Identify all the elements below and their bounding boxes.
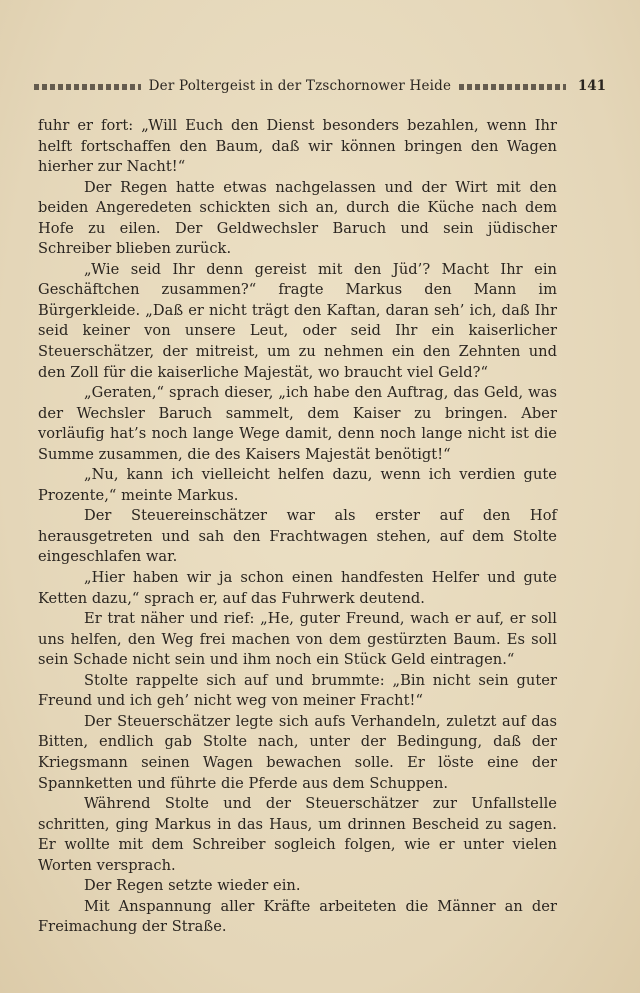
- paragraph: „Geraten,“ sprach dieser, „ich habe den Auftrag, das Geld, was der Wechsler Baruch sammelt, dem Kaiser zu bringen. Aber vorläufig hat’s noch lange Wege damit, denn noch lange nicht ist die Summe zusammen, die des Kaisers Majestät benötigt!“: [38, 384, 557, 463]
- body-text: [38, 116, 557, 938]
- paragraph: Der Regen setzte wieder ein.: [84, 877, 301, 895]
- paragraph: fuhr er fort: „Will Euch den Dienst besonders bezahlen, wenn Ihr helft fortschaffen den Baum, daß wir können bringen den Wagen hierher zur Nacht!“: [38, 117, 557, 176]
- running-head: [34, 78, 606, 94]
- paragraph: Mit Anspannung aller Kräfte arbeiteten die Männer an der Freimachung der Straße.: [38, 897, 557, 936]
- paragraph: Der Steuereinschätzer war als erster auf den Hof herausgetreten und sah den Frachtwagen stehen, auf dem Stolte eingeschlafen war.: [38, 507, 557, 566]
- paragraph: „Nu, kann ich vielleicht helfen dazu, wenn ich verdien gute Prozente,“ meinte Markus.: [38, 466, 557, 504]
- paragraph: „Wie seid Ihr denn gereist mit den Jüd’? Macht Ihr ein Geschäftchen zusammen?“ fragte Markus den Mann im Bürgerkleide. „Daß er nicht trägt den Kaftan, daran seh’ ich, daß Ihr seid keiner von unsere Leut, oder seid Ihr ein kaiserlicher Steuerschätzer, der mitreist, um zu nehmen ein den Zehnten und den Zoll für die kaiserliche Majestät, wo braucht viel Geld?“: [38, 260, 557, 381]
- paragraph: Er trat näher und rief: „He, guter Freund, wach er auf, er soll uns helfen, den Weg frei machen von dem gestürzten Baum. Es soll sein Schade nicht sein und ihm noch ein Stück Geld eintragen.“: [38, 610, 557, 669]
- paragraph: „Hier haben wir ja schon einen handfesten Helfer und gute Ketten dazu,“ sprach er, auf das Fuhrwerk deutend.: [38, 569, 557, 607]
- left-ornament: [34, 84, 141, 90]
- page-number: 141: [577, 78, 606, 94]
- paragraph: Der Steuerschätzer legte sich aufs Verhandeln, zuletzt auf das Bitten, endlich gab Stolte nach, unter der Bedingung, daß der Kriegsmann seinen Wagen bewachen solle. Er löste eine der Spannketten und führte die Pferde aus dem Schuppen.: [38, 712, 557, 792]
- right-ornament: [459, 84, 566, 90]
- paragraph: Stolte rappelte sich auf und brummte: „Bin nicht sein guter Freund und ich geh’ nicht weg von meiner Fracht!“: [38, 671, 557, 710]
- paragraph: Während Stolte und der Steuerschätzer zur Unfallstelle schritten, ging Markus in das Haus, um drinnen Bescheid zu sagen. Er wollte mit dem Schreiber sogleich folgen, wie er unter vielen Worten versprach.: [38, 795, 557, 874]
- running-head-title: Der Poltergeist in der Tzschornower Heide: [148, 78, 452, 94]
- paragraph: Der Regen hatte etwas nachgelassen und der Wirt mit den beiden Angeredeten schickten sich an, durch die Küche nach dem Hofe zu eilen. Der Geldwechsler Baruch und sein jüdischer Schreiber blieben zurück.: [38, 178, 557, 258]
